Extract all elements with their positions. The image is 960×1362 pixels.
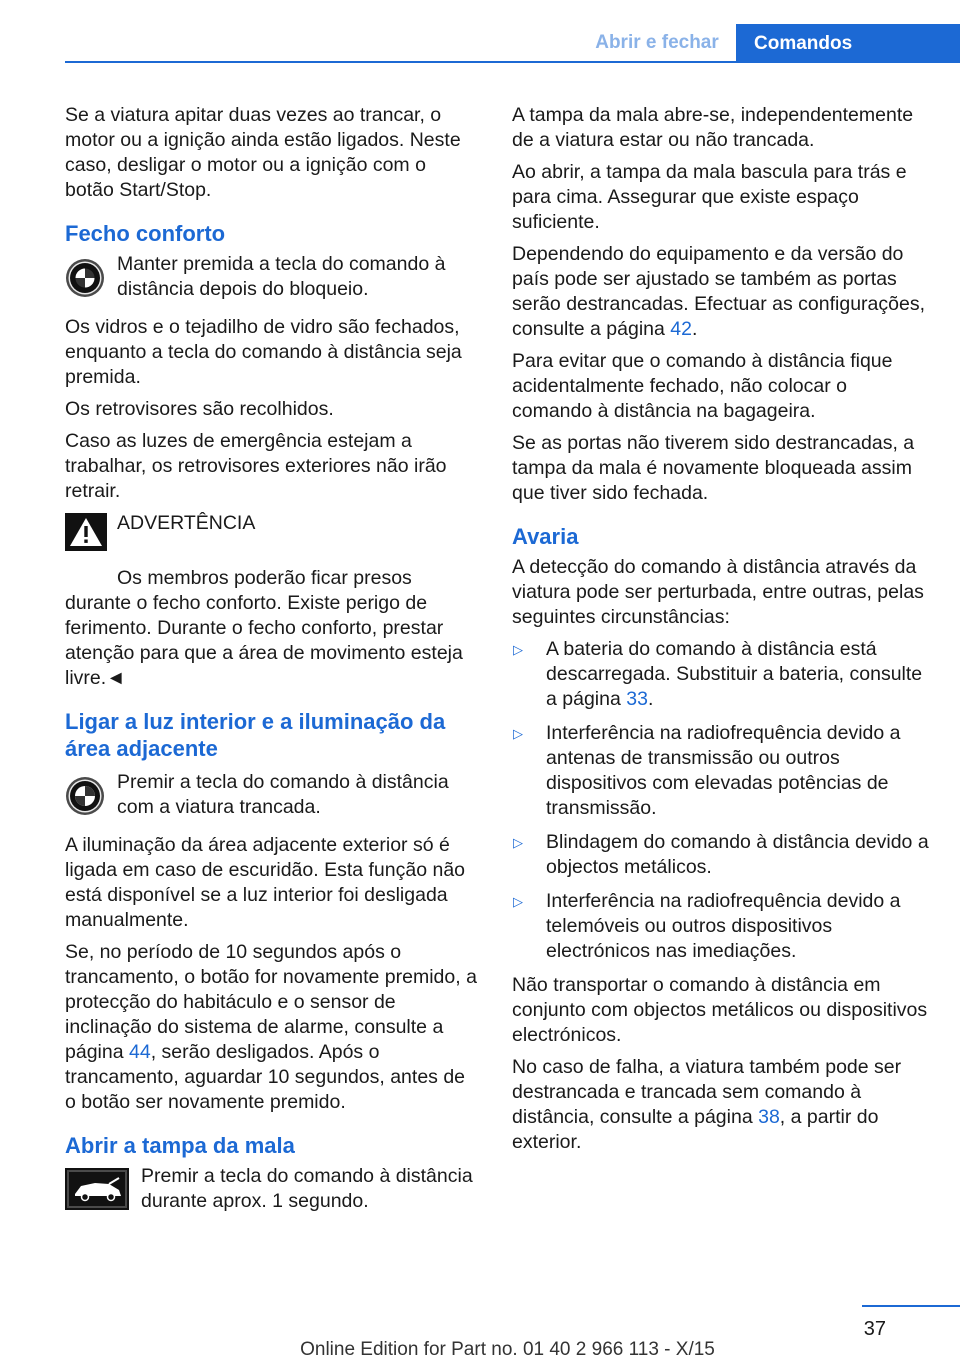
heading-ligar-luz: Ligar a luz interior e a iluminação da área adjacente [65,709,446,761]
icon-instruction-text: Premir a tecla do comando à distância durante aprox. 1 segundo. [141,1165,473,1212]
paragraph: Se as portas não tiverem sido destrancadas, a tampa da mala é novamente bloqueada assim que tiver sido fechada. [512,432,915,504]
triangle-bullet-icon: ▷ [513,642,523,657]
list-item: ▷ A bateria do comando à distância está descarregada. Substituir a bateria, consulte a página 33. [513,638,923,710]
header-rule [65,61,960,63]
icon-instruction-text: Manter premida a tecla do comando à distância depois do bloqueio. [117,253,446,300]
warning-triangle-icon [65,511,117,558]
triangle-bullet-icon: ▷ [513,726,523,741]
paragraph: A iluminação da área adjacente exterior só é ligada em caso de escuridão. Esta função não está disponível se a luz interior foi desligada manualmente. [65,834,466,931]
page-link-33[interactable]: 33 [626,688,648,710]
icon-instruction-text: Premir a tecla do comando à distância com a viatura trancada. [117,771,449,818]
paragraph: Não transportar o comando à distância em conjunto com objectos metálicos ou dispositivos electrónicos. [512,974,928,1046]
page-link-44[interactable]: 44 [128,1041,151,1063]
warning-block [65,511,477,558]
page-link-38[interactable]: 38 [758,1106,780,1128]
chapter-tab: Comandos [736,24,960,63]
bmw-remote-key-icon [65,770,117,823]
paragraph: Os retrovisores são recolhidos. [65,398,334,420]
list-item: ▷ Interferência na radiofrequência devido a antenas de transmissão ou outros dispositivos com elevadas potências de transmissão. [513,722,901,819]
trunk-instruction [65,1164,477,1217]
paragraph: No caso de falha, a viatura também pode ser destrancada e trancada sem comando à distância, consulte a página 38, a partir do exterior. [512,1056,902,1153]
paragraph: A tampa da mala abre-se, independentemente de a viatura estar ou não trancada. [512,104,914,151]
page-number: 37 [863,1318,886,1340]
footer-rule [862,1305,960,1307]
paragraph: Se, no período de 10 segundos após o trancamento, o botão for novamente premido, a protecção do habitáculo e o sensor de inclinação do sistema de alarme, consulte a página 44, serão desligados. Após o trancamento, aguardar 10 segundos, antes de o botão ser novamente premido. [65,941,477,1113]
paragraph: Para evitar que o comando à distância fique acidentalmente fechado, não colocar o comando à distância na bagageira. [512,350,893,422]
bmw-remote-key-icon [65,252,117,305]
heading-abrir-mala: Abrir a tampa da mala [65,1133,295,1158]
right-column [512,103,930,1162]
section-tab: Abrir e fechar [595,32,719,53]
list-item: ▷ Interferência na radiofrequência devido a telemóveis ou outros dispositivos electrónicos nas imediações. [513,890,901,962]
paragraph: Ao abrir, a tampa da mala bascula para trás e para cima. Assegurar que existe espaço suficiente. [512,161,907,233]
left-column [65,103,477,1227]
bullet-list [512,637,930,964]
list-item: ▷ Blindagem do comando à distância devido a objectos metálicos. [513,831,929,878]
paragraph: Os vidros e o tejadilho de vidro são fechados, enquanto a tecla do comando à distância seja premida. [65,316,462,388]
remote-key-instruction [65,770,477,823]
paragraph: Se a viatura apitar duas vezes ao trancar, o motor ou a ignição ainda estão ligados. Neste caso, desligar o motor ou a ignição com o botão Start/Stop. [65,104,461,201]
warning-title: ADVERTÊNCIA [117,512,256,534]
heading-avaria: Avaria [512,524,579,549]
warning-text: Os membros poderão ficar presos durante o fecho conforto. Existe perigo de ferimento. Durante o fecho conforto, prestar atenção para que a área de movimento esteja livre.◄ [65,567,463,689]
triangle-bullet-icon: ▷ [513,894,523,909]
page-link-42[interactable]: 42 [670,318,692,340]
paragraph: Dependendo do equipamento e da versão do país pode ser ajustado se também as portas serão destrancadas. Efectuar as configurações, consulte a página 42. [512,243,925,340]
heading-fecho-conforto: Fecho conforto [65,221,226,246]
edition-footer: Online Edition for Part no. 01 40 2 966 113 - X/15 [300,1339,715,1360]
triangle-bullet-icon: ▷ [513,835,523,850]
car-trunk-icon [65,1164,141,1217]
paragraph: Caso as luzes de emergência estejam a trabalhar, os retrovisores exteriores não irão retrair. [65,430,447,502]
remote-key-instruction [65,252,477,305]
paragraph: A detecção do comando à distância através da viatura pode ser perturbada, entre outras, pelas seguintes circunstâncias: [512,556,924,628]
